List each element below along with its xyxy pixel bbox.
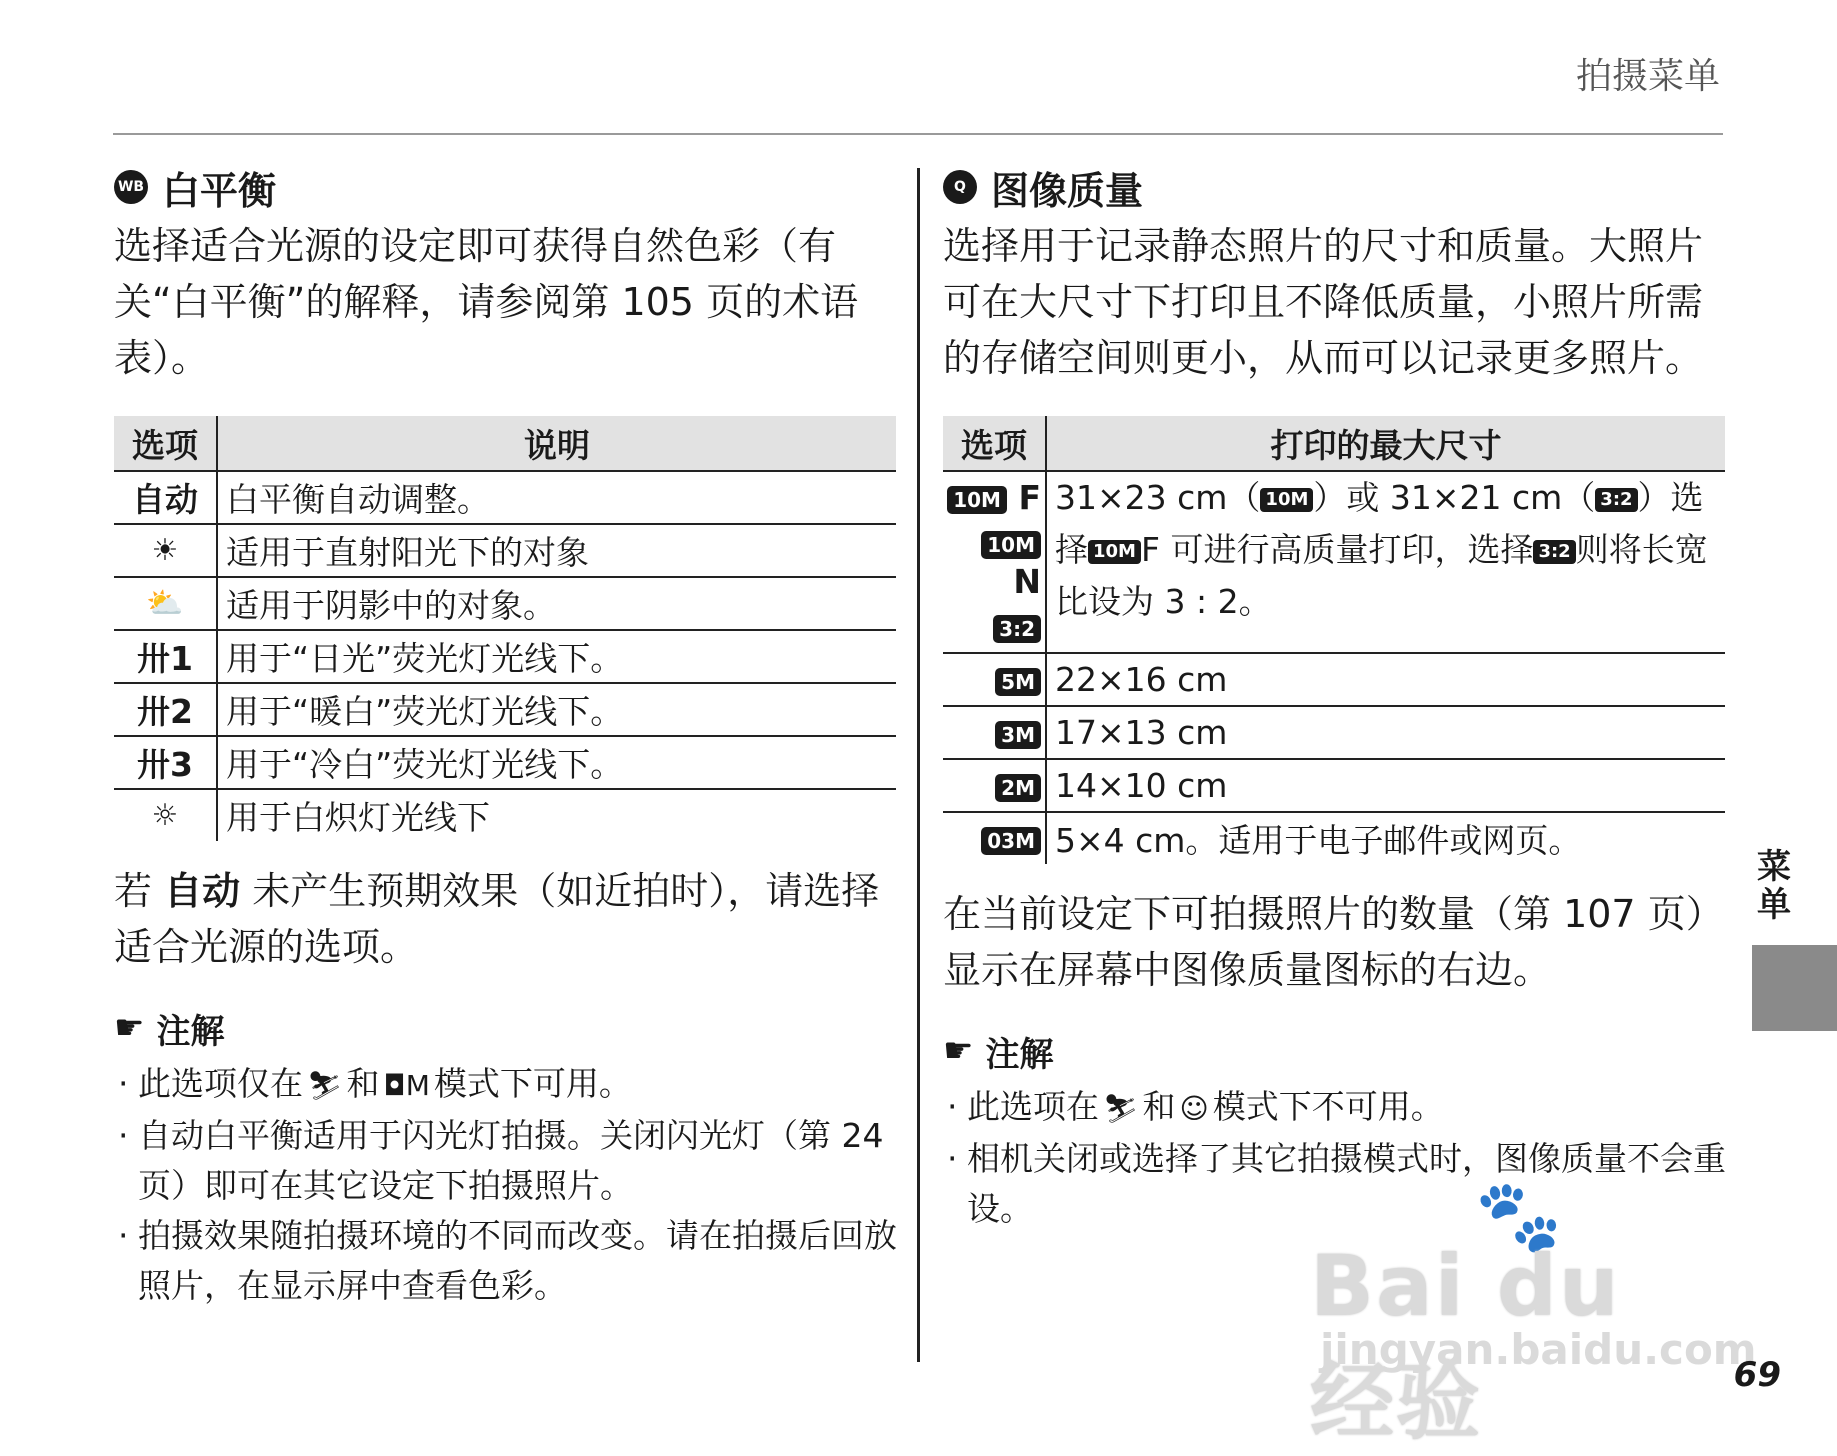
ratio-3-2-icon: 3:2 <box>993 615 1041 643</box>
fluorescent-1-icon: 卅1 <box>114 630 217 683</box>
desc-text: F 可进行高质量打印，选择 <box>1140 530 1534 569</box>
pointing-hand-icon: ☛ <box>943 1031 974 1071</box>
note-item <box>114 1059 899 1111</box>
image-quality-intro: 选择用于记录静态照片的尺寸和质量。大照片可在大尺寸下打印且不降低质量，小照片所需的存储空间则更小，从而可以记录更多照片。 <box>943 224 1704 380</box>
option-10m-fine <box>943 471 1046 523</box>
fluorescent-2-icon: 卅2 <box>114 683 217 736</box>
option-2m <box>943 759 1046 812</box>
image-quality-table <box>943 416 1725 864</box>
image-quality-section <box>943 160 1728 1234</box>
sun-icon: ☀ <box>114 524 217 577</box>
desc-text: ）选择 <box>1055 478 1704 569</box>
note-text: 此选项仅在 <box>138 1064 303 1103</box>
option-desc: 适用于阴影中的对象。 <box>217 577 896 630</box>
option-desc: 14×10 cm <box>1046 759 1725 812</box>
desc-text: 则将长宽比设为 3 : 2。 <box>1055 530 1708 621</box>
incandescent-icon: ☼ <box>114 789 217 841</box>
ski-mode-icon: ⛷ <box>307 1069 343 1102</box>
note-item <box>943 1082 1728 1134</box>
image-quality-heading <box>943 160 1728 214</box>
table-row <box>114 630 896 683</box>
size-10m-icon: 10M <box>981 531 1041 559</box>
table-row <box>943 812 1725 864</box>
wb-icon: WB <box>114 170 148 204</box>
option-10m-normal <box>943 523 1046 601</box>
col-header-size: 打印的最大尺寸 <box>1046 416 1725 471</box>
side-tab-label: 菜单 <box>1757 847 1791 925</box>
image-quality-title: 图像质量 <box>991 168 1144 213</box>
note-item: · 自动白平衡适用于闪光灯拍摄。关闭闪光灯（第 24 页）即可在其它设定下拍摄照片。 <box>114 1111 899 1211</box>
after-bold: 自动 <box>164 869 241 913</box>
option-desc: 5×4 cm。适用于电子邮件或网页。 <box>1055 821 1582 860</box>
note-text: 此选项在 <box>967 1087 1099 1126</box>
table-header-row <box>943 416 1725 471</box>
quality-suffix: F <box>1018 478 1041 517</box>
option-desc: 17×13 cm <box>1046 706 1725 759</box>
notes-title: 注解 <box>156 1011 225 1052</box>
fluorescent-3-icon: 卅3 <box>114 736 217 789</box>
size-10m-icon: 10M <box>947 486 1007 514</box>
white-balance-after <box>114 863 899 975</box>
option-desc: 适用于直射阳光下的对象 <box>217 524 896 577</box>
table-row <box>114 683 896 736</box>
option-3m <box>943 706 1046 759</box>
pointing-hand-icon: ☛ <box>114 1008 145 1048</box>
quality-suffix: N <box>1013 562 1041 601</box>
size-3m-icon: 3M <box>995 721 1041 749</box>
table-row <box>943 471 1725 523</box>
quality-icon: Q <box>943 170 977 204</box>
running-header: 拍摄菜单 <box>1575 56 1720 97</box>
table-row <box>943 759 1725 812</box>
option-desc: 用于白炽灯光线下 <box>226 798 490 837</box>
option-desc: 用于“日光”荧光灯光线下。 <box>217 630 896 683</box>
ratio-3-2-icon: 3:2 <box>1533 540 1575 564</box>
white-balance-intro: 选择适合光源的设定即可获得自然色彩（有关“白平衡”的解释，请参阅第 105 页的术语表）。 <box>114 224 859 380</box>
side-tab <box>1752 945 1837 1031</box>
size-2m-icon: 2M <box>995 774 1041 802</box>
note-item: · 拍摄效果随拍摄环境的不同而改变。请在拍摄后回放照片，在显示屏中查看色彩。 <box>114 1211 899 1311</box>
desc-text: 31×23 cm（ <box>1055 478 1261 517</box>
option-desc <box>1046 471 1725 653</box>
col-header-desc: 说明 <box>217 416 896 471</box>
white-balance-heading <box>114 160 899 214</box>
table-row <box>114 471 896 524</box>
option-desc: 22×16 cm <box>1046 653 1725 706</box>
note-item: · 相机关闭或选择了其它拍摄模式时，图像质量不会重设。 <box>943 1134 1728 1234</box>
table-row <box>943 706 1725 759</box>
note-text: 模式下可用。 <box>433 1064 632 1103</box>
watermark-main: Bai du 经验 <box>1310 1237 1621 1451</box>
portrait-mode-icon: ☺ <box>1179 1092 1209 1125</box>
col-header-option: 选项 <box>114 416 217 471</box>
ratio-3-2-icon: 3:2 <box>1595 488 1637 512</box>
table-row <box>114 736 896 789</box>
after-text: 若 <box>114 869 165 913</box>
white-balance-title: 白平衡 <box>162 168 277 213</box>
column-divider <box>917 168 920 1362</box>
table-row <box>114 524 896 577</box>
size-5m-icon: 5M <box>995 668 1041 696</box>
option-desc: 用于“冷白”荧光灯光线下。 <box>217 736 896 789</box>
desc-text: ）或 31×21 cm（ <box>1313 478 1596 517</box>
notes-heading <box>114 1003 899 1053</box>
option-desc: 用于“暖白”荧光灯光线下。 <box>217 683 896 736</box>
white-balance-table <box>114 416 896 841</box>
image-quality-after: 在当前设定下可拍摄照片的数量（第 107 页）显示在屏幕中图像质量图标的右边。 <box>943 892 1724 992</box>
table-header-row <box>114 416 896 471</box>
option-3-2 <box>943 601 1046 653</box>
after-text: 未产生预期效果（如近拍时），请选择适合光源的选项。 <box>114 869 880 969</box>
notes-heading <box>943 1026 1728 1076</box>
size-10m-icon: 10M <box>1260 488 1313 512</box>
option-desc: 白平衡自动调整。 <box>217 471 896 524</box>
shade-icon: ⛅ <box>114 577 217 630</box>
white-balance-section <box>114 160 899 1311</box>
note-text: 模式下不可用。 <box>1212 1087 1444 1126</box>
header-rule <box>113 133 1723 135</box>
notes-list <box>114 1059 899 1311</box>
note-text: 和 <box>1142 1087 1176 1126</box>
manual-mode-icon: ◘M <box>383 1069 430 1102</box>
watermark-url: jingyan.baidu.com <box>1320 1325 1757 1374</box>
table-row <box>943 653 1725 706</box>
option-5m <box>943 653 1046 706</box>
option-auto: 自动 <box>114 471 217 524</box>
paw-icon: 🐾 <box>1475 1175 1563 1257</box>
note-text: 和 <box>346 1064 380 1103</box>
size-03m-icon: 03M <box>981 827 1041 855</box>
ski-mode-icon: ⛷ <box>1103 1092 1139 1125</box>
col-header-option: 选项 <box>943 416 1046 471</box>
page-number: 69 <box>1733 1355 1781 1395</box>
size-10m-icon: 10M <box>1088 540 1141 564</box>
option-03m <box>943 812 1046 864</box>
table-row <box>114 577 896 630</box>
table-row <box>114 789 896 841</box>
notes-title: 注解 <box>985 1034 1054 1075</box>
